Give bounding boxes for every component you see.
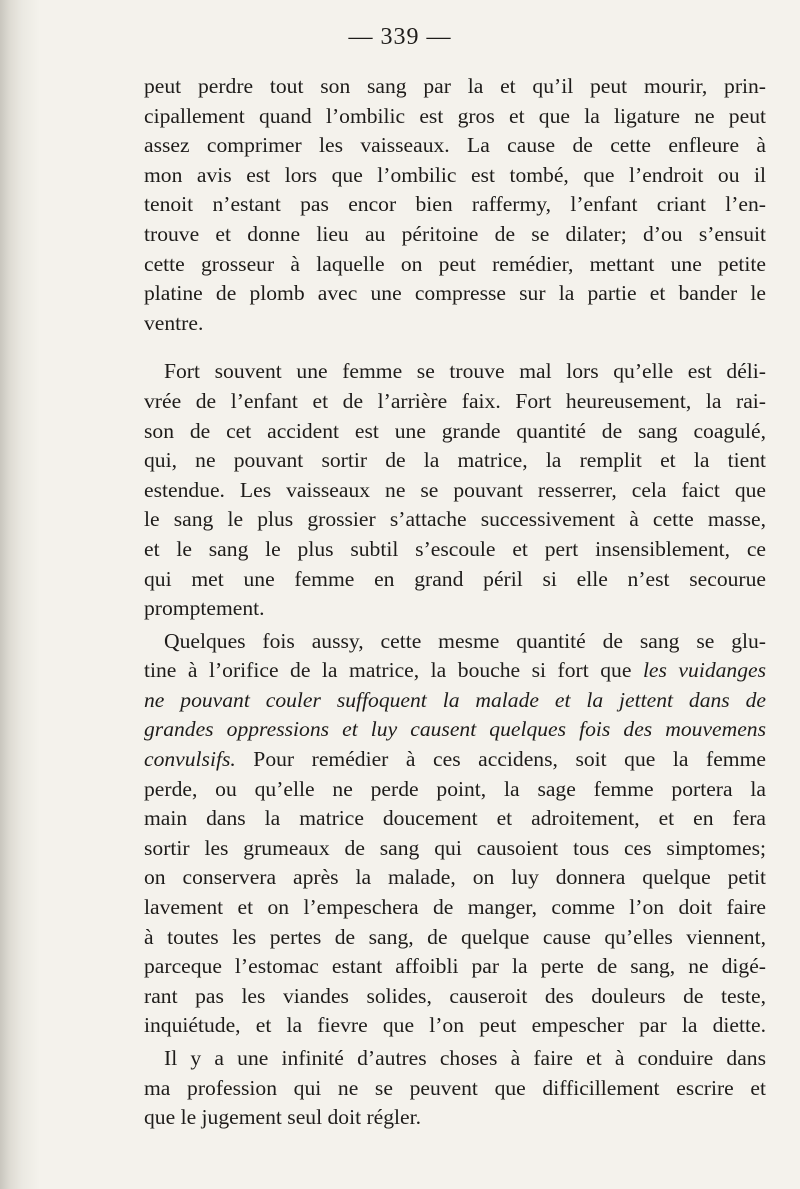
text-run: Quelques fois aussy, cette mesme quantité de sang se glu- [164,628,766,653]
body-text [144,72,766,1133]
text-line [144,745,766,775]
text-line: qui met une femme en grand péril si elle n’est secourue [144,566,766,591]
italic-run: les vuidanges [642,658,766,683]
text-line [144,982,766,1012]
italic-run: ne pouvant couler suffoquent la malade et la jettent dans de [144,687,766,712]
text-run: rant pas les viandes solides, causeroit des douleurs de teste, [144,983,766,1008]
text-line: son de cet accident est une grande quantité de sang coagulé, [144,418,766,443]
paragraph-1 [144,72,766,338]
text-run: lavement et on l’empeschera de manger, comme l’on doit faire [144,895,766,920]
text-run: perde, ou qu’elle ne perde point, la sage femme portera la [144,776,766,801]
text-line [144,834,766,864]
text-line: cette grosseur à laquelle on peut remédier, mettant une petite [144,251,766,276]
text-line: ma profession qui ne se peuvent que difficillement escrire et [144,1075,766,1100]
text-line: platine de plomb avec une compresse sur la partie et bander le [144,281,766,306]
text-line: Il y a une infinité d’autres choses à faire et à conduire dans [164,1046,766,1070]
italic-run: convulsifs. [144,747,236,772]
text-run: on conservera après la malade, on luy donnera quelque petit [144,865,766,890]
text-line [144,656,766,686]
text-line: le sang le plus grossier s’attache successivement à cette masse, [144,507,766,532]
text-line: cipallement quand l’ombilic est gros et que la ligature ne peut [144,103,766,128]
text-run: Pour remédier à ces accidens, soit que la femme [235,747,766,772]
text-line: et le sang le plus subtil s’escoule et pert insensiblement, ce [144,536,766,561]
text-line [144,686,766,716]
text-line: vrée de l’enfant et de l’arrière faix. Fort heureusement, la rai- [144,388,766,413]
page-number: — 339 — [348,24,452,50]
text-line: tenoit n’estant pas encor bien raffermy, l’enfant criant l’en- [144,192,766,217]
text-line: ventre. [144,310,204,335]
text-line [144,627,766,657]
paragraph-3 [144,627,766,1041]
text-line [144,863,766,893]
text-line [144,715,766,745]
text-line [144,952,766,982]
text-run: tine à l’orifice de la matrice, la bouche si fort que [144,658,643,683]
text-line: trouve et donne lieu au péritoine de se dilater; d’ou s’ensuit [144,221,766,246]
text-run: à toutes les pertes de sang, de quelque cause qu’elles viennent, [144,924,766,949]
text-line: mon avis est lors que l’ombilic est tombé, que l’endroit ou il [144,162,766,187]
text-line [144,804,766,834]
paragraph-4 [144,1044,766,1133]
italic-run: grandes oppressions et luy causent quelques fois des mouvemens [144,717,766,742]
text-line [144,923,766,953]
text-line: que le jugement seul doit régler. [144,1105,422,1130]
text-line [144,1011,766,1041]
text-run: main dans la matrice doucement et adroitement, et en fera [144,806,766,831]
text-run: parceque l’estomac estant affoibli par la perte de sang, ne digé- [144,954,766,979]
text-line: Fort souvent une femme se trouve mal lors qu’elle est déli- [164,359,766,384]
text-run: sortir les grumeaux de sang qui causoient tous ces simptomes; [144,835,766,860]
text-run: inquiétude, et la fievre que l’on peut empescher par la diette. [144,1013,766,1038]
text-line: estendue. Les vaisseaux ne se pouvant resserrer, cela faict que [144,477,766,502]
text-line: peut perdre tout son sang par la et qu’il peut mourir, prin- [144,74,766,98]
paragraph-2 [144,357,766,623]
text-line [144,893,766,923]
text-line: qui, ne pouvant sortir de la matrice, la remplit et la tient [144,448,766,473]
text-line: assez comprimer les vaisseaux. La cause de cette enfleure à [144,133,766,158]
text-line [144,775,766,805]
text-line: promptement. [144,596,265,621]
